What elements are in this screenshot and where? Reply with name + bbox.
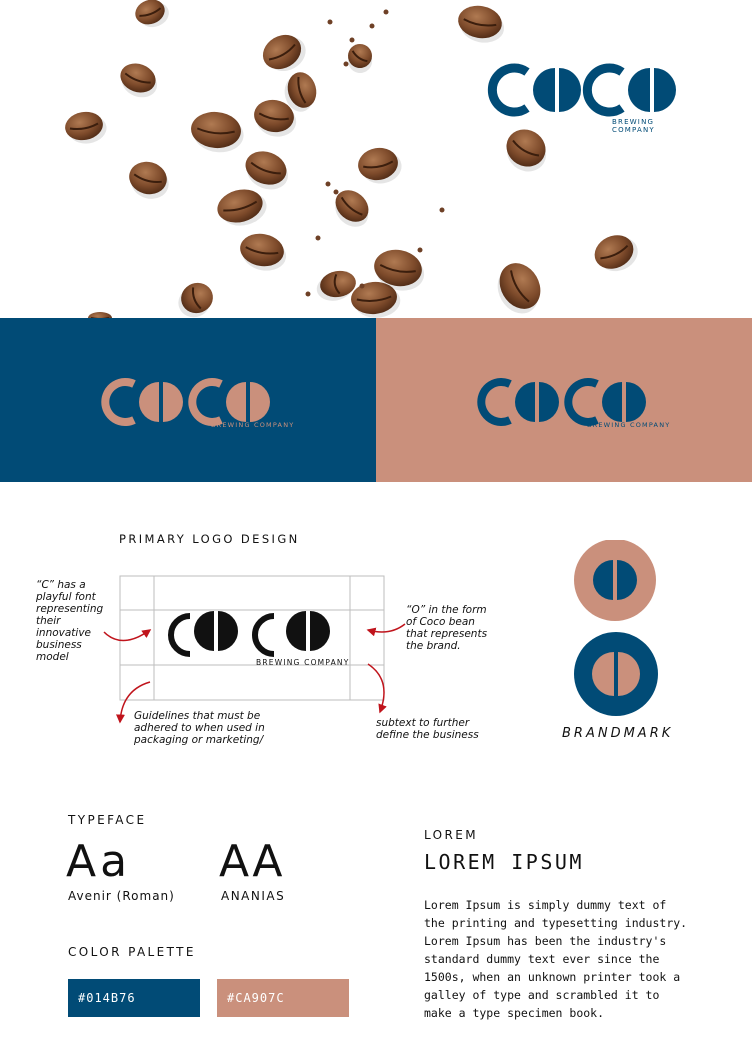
lorem-body: Lorem Ipsum is simply dummy text of the printing and typesetting industry. Lorem Ipsum has been the industry's standard dummy text ever since the 1500s, when an unknown printer took a galley of type and scrambled it to make a type specimen book. bbox=[424, 898, 688, 1020]
coffee-bean bbox=[132, 0, 173, 32]
bean-crumb bbox=[384, 10, 389, 15]
typeface-sample-ananias: AA bbox=[219, 836, 285, 887]
coffee-bean bbox=[455, 2, 508, 46]
bean-crumb bbox=[360, 284, 365, 289]
bean-crumb bbox=[328, 20, 333, 25]
note-guidelines: Guidelines that must be adhered to when used in packaging or marketing/ bbox=[134, 710, 265, 746]
coffee-bean bbox=[488, 256, 550, 318]
swatch-rose-label: #CA907C bbox=[227, 991, 285, 1005]
primary-logo-heading: PRIMARY LOGO DESIGN bbox=[119, 532, 300, 546]
coffee-bean bbox=[115, 59, 163, 102]
bean-crumb bbox=[306, 292, 311, 297]
logo-subtitle: BREWING COMPANY bbox=[612, 118, 655, 134]
coffee-bean bbox=[189, 110, 245, 154]
typeface-name-avenir: Avenir (Roman) bbox=[68, 889, 175, 903]
typeface-name-ananias: ANANIAS bbox=[221, 889, 286, 903]
swatch-rose bbox=[217, 979, 349, 1017]
arrow-c-note bbox=[104, 630, 150, 641]
palette-heading: COLOR PALETTE bbox=[68, 945, 196, 959]
logo-on-rose-panel bbox=[376, 318, 752, 482]
bean-crumb bbox=[344, 62, 349, 67]
coffee-bean bbox=[214, 184, 271, 231]
note-c-font: “C” has a playful font representing their innovative business model bbox=[36, 579, 104, 663]
brandmark-symbols bbox=[574, 540, 664, 716]
coffee-bean bbox=[356, 144, 405, 187]
bean-crumb bbox=[326, 182, 331, 187]
coffee-beans-illustration bbox=[0, 0, 752, 318]
coffee-bean bbox=[173, 278, 218, 318]
arrow-o-note bbox=[368, 624, 405, 632]
typeface-heading: TYPEFACE bbox=[68, 813, 147, 827]
brandmark-rose-circle bbox=[574, 540, 656, 621]
logo-subtitle: BREWING COMPANY bbox=[211, 421, 295, 429]
coffee-bean bbox=[589, 228, 643, 279]
bean-crumb bbox=[350, 38, 355, 43]
note-subtext: subtext to further define the business bbox=[376, 717, 479, 741]
bean-crumb bbox=[418, 248, 423, 253]
primary-logo-subtitle: BREWING COMPANY bbox=[256, 658, 350, 667]
swatch-navy-label: #014B76 bbox=[78, 991, 136, 1005]
logo-subtitle: BREWING COMPANY bbox=[587, 421, 671, 429]
brandmark-navy-circle bbox=[574, 632, 658, 716]
lorem-kicker: LOREM bbox=[424, 828, 478, 842]
bean-crumb bbox=[316, 236, 321, 241]
coffee-bean bbox=[341, 39, 379, 77]
note-o-bean: “O” in the form of Coco bean that represents the brand. bbox=[406, 604, 488, 652]
lorem-title: LOREM IPSUM bbox=[424, 850, 584, 874]
bean-crumb bbox=[440, 208, 445, 213]
arrow-subtext bbox=[368, 664, 384, 712]
bean-crumb bbox=[370, 24, 375, 29]
coffee-bean bbox=[237, 230, 290, 274]
bean-crumb bbox=[334, 190, 339, 195]
hero-coffee-beans bbox=[0, 0, 752, 318]
logo-on-navy-panel bbox=[0, 318, 376, 482]
coco-wordmark bbox=[492, 68, 622, 112]
brandmark-label: BRANDMARK bbox=[562, 726, 674, 741]
coffee-bean bbox=[63, 108, 109, 147]
coffee-bean bbox=[239, 146, 294, 195]
coffee-bean bbox=[124, 158, 173, 203]
coffee-bean bbox=[257, 27, 312, 80]
swatch-navy bbox=[68, 979, 200, 1017]
hero-logo bbox=[480, 60, 694, 134]
typeface-sample-avenir: Aa bbox=[66, 836, 132, 887]
